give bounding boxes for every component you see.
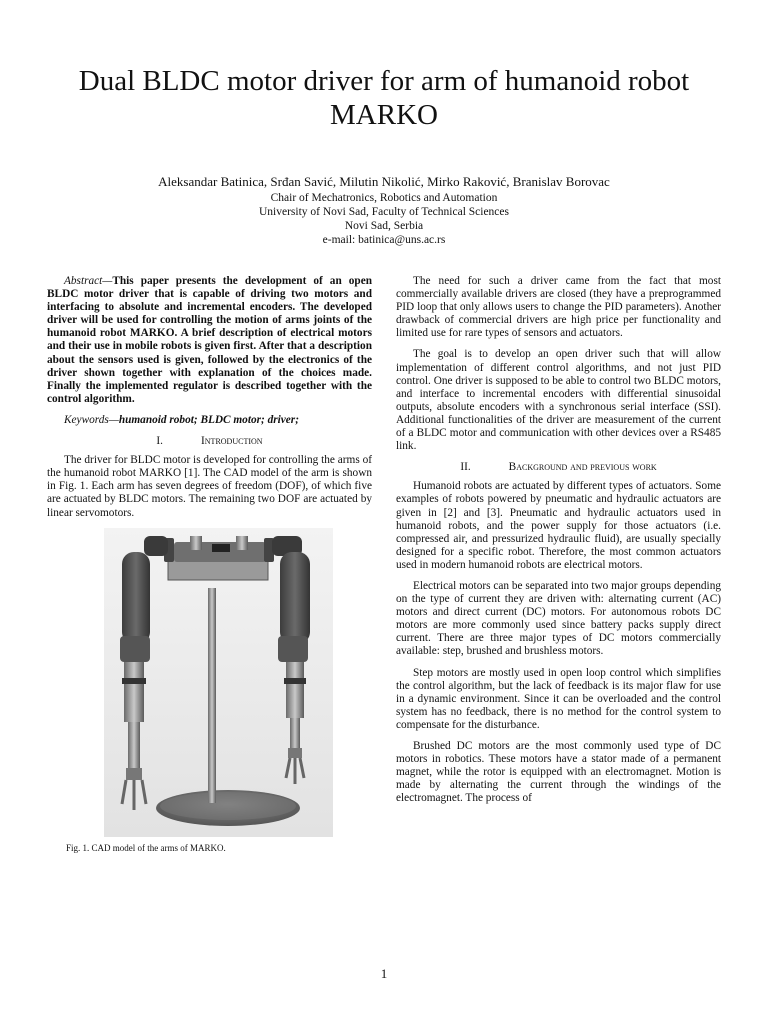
paper-title: Dual BLDC motor driver for arm of humanoid robot MARKO xyxy=(78,65,690,131)
section-number: I. xyxy=(156,435,164,448)
body-paragraph: Humanoid robots are actuated by different types of actuators. Some examples of robots powered by pneumatic and hydraulic actuators are given in [2] and [3]. Pneumatic and hydraulic actuators used in humanoid robots, and the power supply for those actuators (i.e. compressed air, and pressurized hydraulic fluid), are usually specially designed for a specific robot. Therefore, the most common actuators used in modern humanoid robots are electrical motors. xyxy=(396,480,721,571)
section-heading-background xyxy=(396,461,721,474)
right-column xyxy=(396,275,721,813)
affiliation-line: Chair of Mechatronics, Robotics and Automation xyxy=(270,192,498,204)
abstract-lead: Abstract— xyxy=(64,275,113,287)
figure-caption: Fig. 1. CAD model of the arms of MARKO. xyxy=(66,843,226,853)
section-name: Background and previous work xyxy=(508,461,657,474)
cad-arms-figure xyxy=(104,528,333,837)
section-name: Introduction xyxy=(201,435,263,448)
body-paragraph: Step motors are mostly used in open loop control which simplifies the control algorithm, but the lack of feedback is its major flaw for use in a dynamic environment. Since it can be overloaded and the control system has no feedback, there is no method for the control system to compensate for the disturbance. xyxy=(396,666,721,731)
intro-paragraph: The driver for BLDC motor is developed for controlling the arms of the humanoid robot MARKO [1]. The CAD model of the arm is shown in Fig. 1. Each arm has seven degrees of freedom (DOF), of which five are actuated by BLDC motors. The remaining two DOF are actuated by linear servomotors. xyxy=(47,454,372,519)
page-number: 1 xyxy=(380,966,388,981)
section-number: II. xyxy=(460,461,471,474)
abstract xyxy=(47,275,372,406)
affiliation-line: University of Novi Sad, Faculty of Technical Sciences xyxy=(258,206,509,218)
abstract-text: This paper presents the development of an open BLDC motor driver that is capable of driving two motors and interfacing to absolute and incremental encoders. The developed driver will be used for controlling the motion of arms joints of the humanoid robot MARKO. A brief description of electrical motors and their use in mobile robots is given first. After that a description about the sensors used is given, followed by the electronics of the driver shown together with explanation of the choices made. Finally the implemented regulator is described together with the control algorithm. xyxy=(47,275,372,405)
body-paragraph: The goal is to develop an open driver such that will allow implementation of different control algorithms, and not just PID control. One driver is supposed to be able to control two BLDC motors, and interface to incremental encoders with differential sinusoidal outputs, absolute encoders with a synchronous serial interface (SSI). Additional functionalities of the driver are measurement of the current of a BLDC motor and communication with other devices over a RS485 link. xyxy=(396,348,721,453)
section-heading-introduction xyxy=(47,435,372,448)
keywords-lead: Keywords— xyxy=(64,413,119,426)
body-paragraph: Electrical motors can be separated into two major groups depending on the type of current they are driven with: alternating current (AC) motors and direct current (DC) motors. For autonomous robots DC motors are more commonly used since battery packs supply direct current. There are three major types of DC motors commercially available: step, brushed and brushless motors. xyxy=(396,579,721,658)
body-paragraph: Brushed DC motors are the most commonly used type of DC motors in robotics. These motors have a stator made of a permanent magnet, while the rotor is equipped with an electromagnet. Motion is made by alternating the current through the windings of the electromagnet. The process of xyxy=(396,740,721,805)
keywords xyxy=(47,414,372,427)
author-list: Aleksandar Batinica, Srđan Savić, Milutin Nikolić, Mirko Raković, Branislav Borovac xyxy=(158,174,610,189)
affiliation-email: e-mail: batinica@uns.ac.rs xyxy=(322,234,446,246)
affiliation-block xyxy=(40,191,728,247)
keywords-text: humanoid robot; BLDC motor; driver; xyxy=(118,413,299,426)
affiliation-line: Novi Sad, Serbia xyxy=(344,220,424,232)
left-column xyxy=(47,275,372,528)
body-paragraph: The need for such a driver came from the fact that most commercially available drivers are closed (they have a preprogrammed PID loop that only allows users to change the PID parameters). Another drawback of commercial drivers are high price per functionality and limited use for rare types of sensors and actuators. xyxy=(396,275,721,340)
